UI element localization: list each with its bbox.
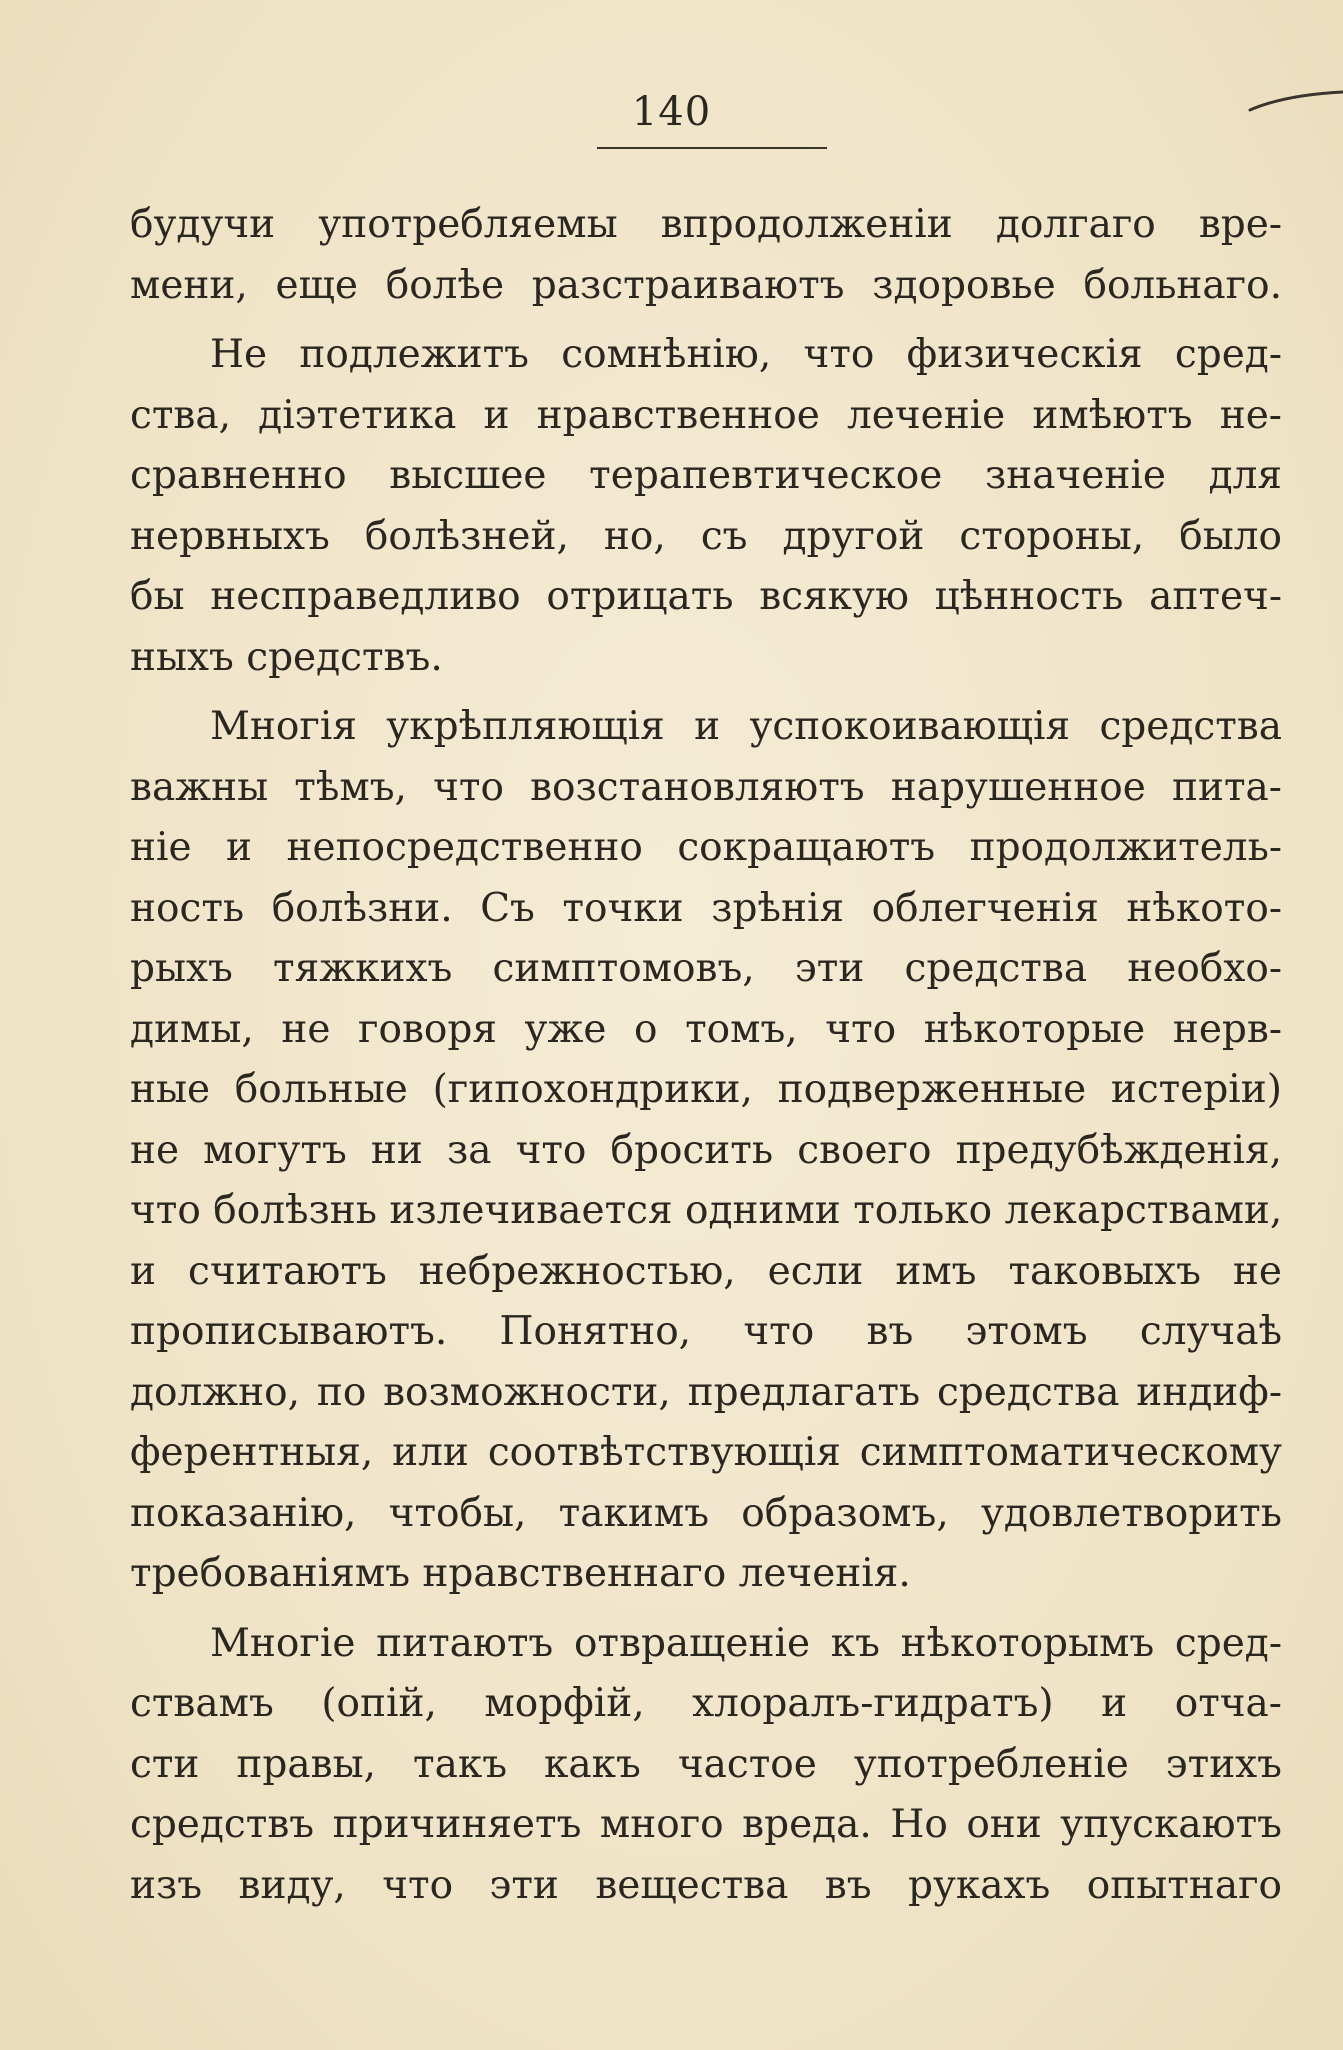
text-line: и считаютъ небрежностью, если имъ таковыхъ не — [130, 1248, 1282, 1294]
text-line: ствамъ (опій, морфій, хлоралъ-гидратъ) и отча- — [130, 1681, 1282, 1726]
text-line: Многіе питаютъ отвращеніе къ нѣкоторымъ сред- — [210, 1620, 1282, 1666]
text-line: требованіямъ нравственнаго леченія. — [130, 1551, 911, 1596]
text-line: сти правы, такъ какъ частое употребленіе этихъ — [130, 1741, 1282, 1787]
page-number-rule — [597, 147, 827, 149]
text-line: средствъ причиняетъ много вреда. Но они упускаютъ — [130, 1802, 1282, 1847]
text-line: важны тѣмъ, что возстановляютъ нарушенное пита- — [130, 764, 1282, 810]
text-line: ныхъ средствъ. — [130, 634, 443, 680]
text-line: ніе и непосредственно сокращаютъ продолжитель- — [130, 825, 1282, 870]
text-line: бы несправедливо отрицать всякую цѣнность аптеч- — [130, 574, 1282, 619]
text-line: нервныхъ болѣзней, но, съ другой стороны, было — [130, 513, 1282, 559]
body-text — [130, 195, 1282, 1916]
text-line: не могутъ ни за что бросить своего предубѣжденія, — [130, 1127, 1282, 1173]
text-line: должно, по возможности, предлагать средства индиф- — [130, 1369, 1282, 1415]
text-line: будучи употребляемы впродолженіи долгаго вре- — [130, 202, 1282, 247]
text-line: изъ виду, что эти вещества въ рукахъ опытнаго — [130, 1862, 1282, 1908]
text-line: прописываютъ. Понятно, что въ этомъ случаѣ — [130, 1309, 1282, 1354]
text-line: ные больные (гипохондрики, подверженные истеріи) — [130, 1067, 1282, 1112]
text-line: димы, не говоря уже о томъ, что нѣкоторые нерв- — [130, 1006, 1282, 1052]
text-line: мени, еще болѣе разстраиваютъ здоровье больнаго. — [130, 262, 1282, 308]
text-line: что болѣзнь излечивается одними только лекарствами, — [130, 1188, 1283, 1233]
text-line: показанію, чтобы, такимъ образомъ, удовлетворить — [130, 1490, 1282, 1536]
text-line: рыхъ тяжкихъ симптомовъ, эти средства необхо- — [130, 946, 1282, 991]
text-line: ства, діэтетика и нравственное леченіе имѣютъ не- — [130, 392, 1282, 438]
page-number: 140 — [631, 89, 712, 135]
text-line: ность болѣзни. Съ точки зрѣнія облегченія нѣкото- — [130, 885, 1282, 931]
text-line: сравненно высшее терапевтическое значеніе для — [130, 453, 1282, 498]
text-line: ферентныя, или соотвѣтствующія симптоматическому — [130, 1430, 1282, 1475]
text-line: Многія укрѣпляющія и успокоивающія средства — [210, 704, 1282, 749]
text-line: Не подлежитъ сомнѣнію, что физическія сред- — [210, 332, 1282, 377]
